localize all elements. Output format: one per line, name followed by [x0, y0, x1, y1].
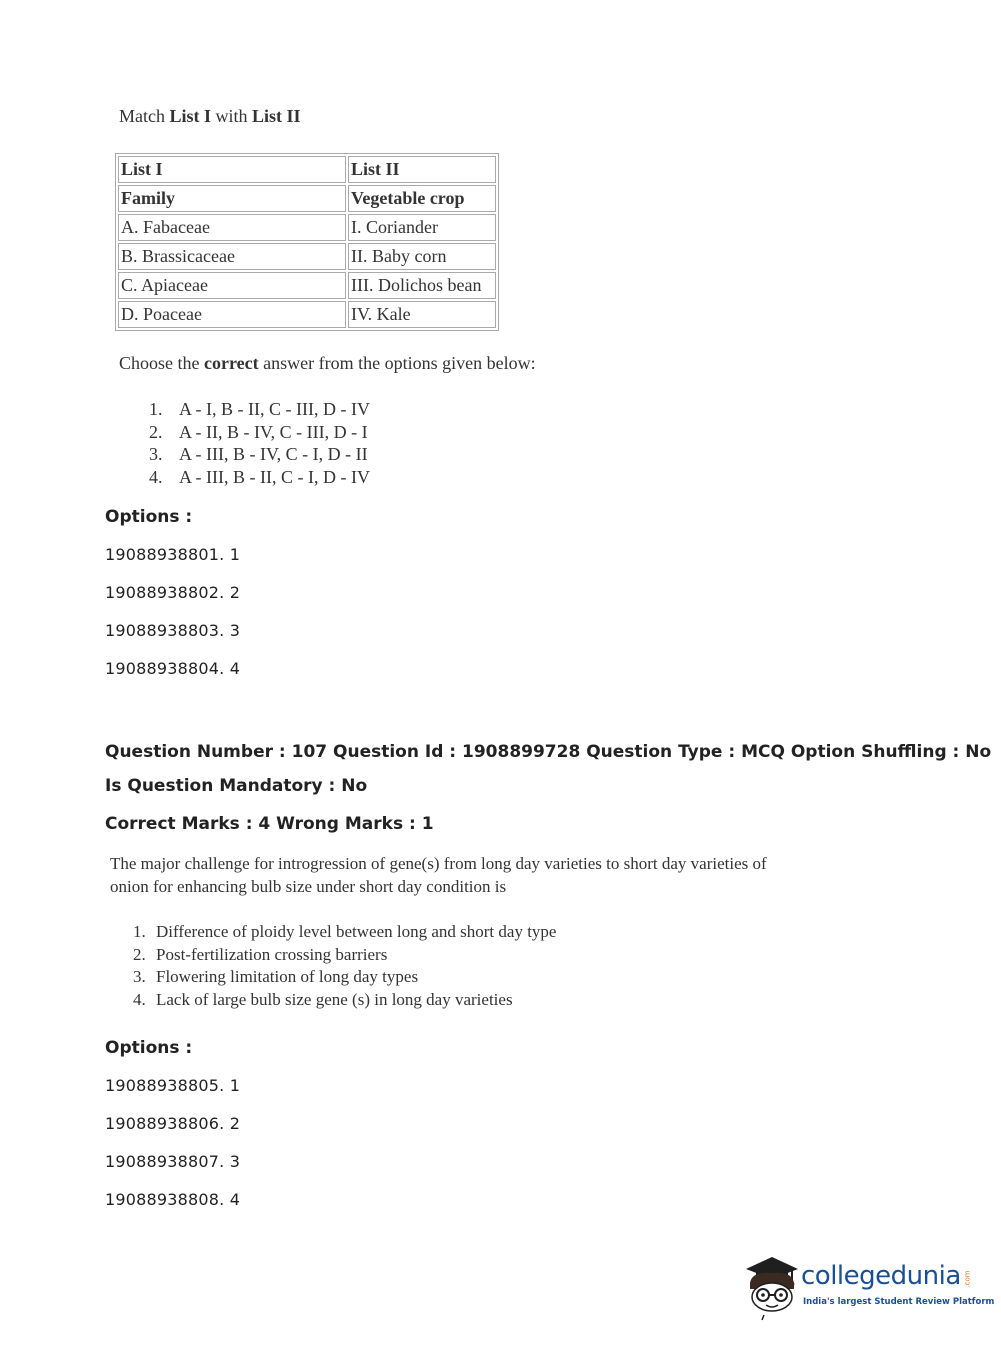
- choice-number: 1.: [149, 399, 163, 419]
- table-cell: A. Fabaceae: [118, 214, 346, 241]
- list-item: [133, 966, 556, 989]
- table-row: [118, 272, 496, 299]
- choose-bold: correct: [204, 353, 259, 373]
- instruction-text: with: [211, 106, 253, 126]
- choice-text: Difference of ploidy level between long and short day type: [156, 922, 557, 941]
- choice-text: Post-fertilization crossing barriers: [156, 944, 388, 964]
- choice-text: A - III, B - II, C - I, D - IV: [179, 467, 370, 488]
- match-list-table: [115, 153, 499, 331]
- option-id: 19088938802. 2: [105, 583, 241, 602]
- logo-wordmark: collegedunia: [801, 1261, 961, 1291]
- logo-tagline: India's largest Student Review Platform: [803, 1297, 995, 1307]
- option-id: 19088938808. 4: [105, 1190, 241, 1209]
- option-id: 19088938803. 3: [105, 621, 241, 640]
- table-cell: D. Poaceae: [118, 301, 346, 328]
- choice-text: A - I, B - II, C - III, D - IV: [179, 399, 370, 419]
- table-row: [118, 243, 496, 270]
- list-item: [149, 466, 370, 489]
- logo-com: .com: [963, 1270, 972, 1288]
- table-cell: II. Baby corn: [348, 243, 496, 270]
- choice-number: 2.: [133, 944, 146, 964]
- choice-text: Lack of large bulb size gene (s) in long day varieties: [156, 990, 513, 1010]
- choice-number: 1.: [133, 922, 146, 941]
- list-item: [133, 989, 556, 1012]
- table-subheader-row: [118, 185, 496, 212]
- table-cell: C. Apiaceae: [118, 272, 346, 299]
- question-text-line: onion for enhancing bulb size under short day condition is: [110, 877, 507, 896]
- instruction-text: Match: [119, 106, 170, 126]
- choice-text: A - III, B - IV, C - I, D - II: [179, 444, 368, 465]
- option-id: 19088938805. 1: [105, 1076, 241, 1095]
- list-item: [133, 944, 556, 967]
- table-row: [118, 301, 496, 328]
- question-1-instruction: [119, 106, 301, 127]
- question-mandatory: Is Question Mandatory : No: [105, 776, 368, 796]
- options-label: Options :: [105, 1038, 193, 1058]
- mascot-icon: [742, 1247, 802, 1322]
- choice-number: 4.: [149, 467, 163, 488]
- option-id: 19088938806. 2: [105, 1114, 241, 1133]
- question-2-choices: [133, 921, 556, 1012]
- list-item: [149, 398, 370, 421]
- list-item: [149, 421, 370, 444]
- choice-text: Flowering limitation of long day types: [156, 967, 419, 987]
- question-meta: Question Number : 107 Question Id : 1908899728 Question Type : MCQ Option Shuffling : No: [105, 742, 992, 762]
- question-marks: Correct Marks : 4 Wrong Marks : 1: [105, 814, 434, 834]
- table-subheader-cell: Vegetable crop: [348, 185, 496, 212]
- instruction-bold-list-ii: List II: [252, 106, 301, 126]
- table-cell: I. Coriander: [348, 214, 496, 241]
- list-item: [133, 921, 556, 944]
- question-2-text: [110, 852, 767, 898]
- choice-number: 2.: [149, 421, 163, 442]
- question-1-choices: [149, 398, 370, 489]
- table-header-cell: List II: [348, 156, 496, 183]
- table-subheader-cell: Family: [118, 185, 346, 212]
- instruction-bold-list-i: List I: [169, 106, 211, 126]
- option-id: 19088938807. 3: [105, 1152, 241, 1171]
- list-item: [149, 443, 370, 466]
- table-cell: IV. Kale: [348, 301, 496, 328]
- collegedunia-logo: [742, 1247, 995, 1322]
- choose-instruction: [119, 353, 536, 374]
- choice-number: 3.: [149, 444, 163, 465]
- table-cell: III. Dolichos bean: [348, 272, 496, 299]
- question-text-line: The major challenge for introgression of gene(s) from long day varieties to short day varieties of: [110, 854, 767, 873]
- choose-text: Choose the: [119, 353, 204, 373]
- choice-number: 4.: [133, 990, 146, 1010]
- choose-text: answer from the options given below:: [258, 353, 536, 373]
- option-id: 19088938801. 1: [105, 545, 241, 564]
- table-header-row: [118, 156, 496, 183]
- table-header-cell: List I: [118, 156, 346, 183]
- table-row: [118, 214, 496, 241]
- options-label: Options :: [105, 507, 193, 527]
- choice-number: 3.: [133, 967, 146, 987]
- choice-text: A - II, B - IV, C - III, D - I: [179, 421, 368, 442]
- option-id: 19088938804. 4: [105, 659, 241, 678]
- table-cell: B. Brassicaceae: [118, 243, 346, 270]
